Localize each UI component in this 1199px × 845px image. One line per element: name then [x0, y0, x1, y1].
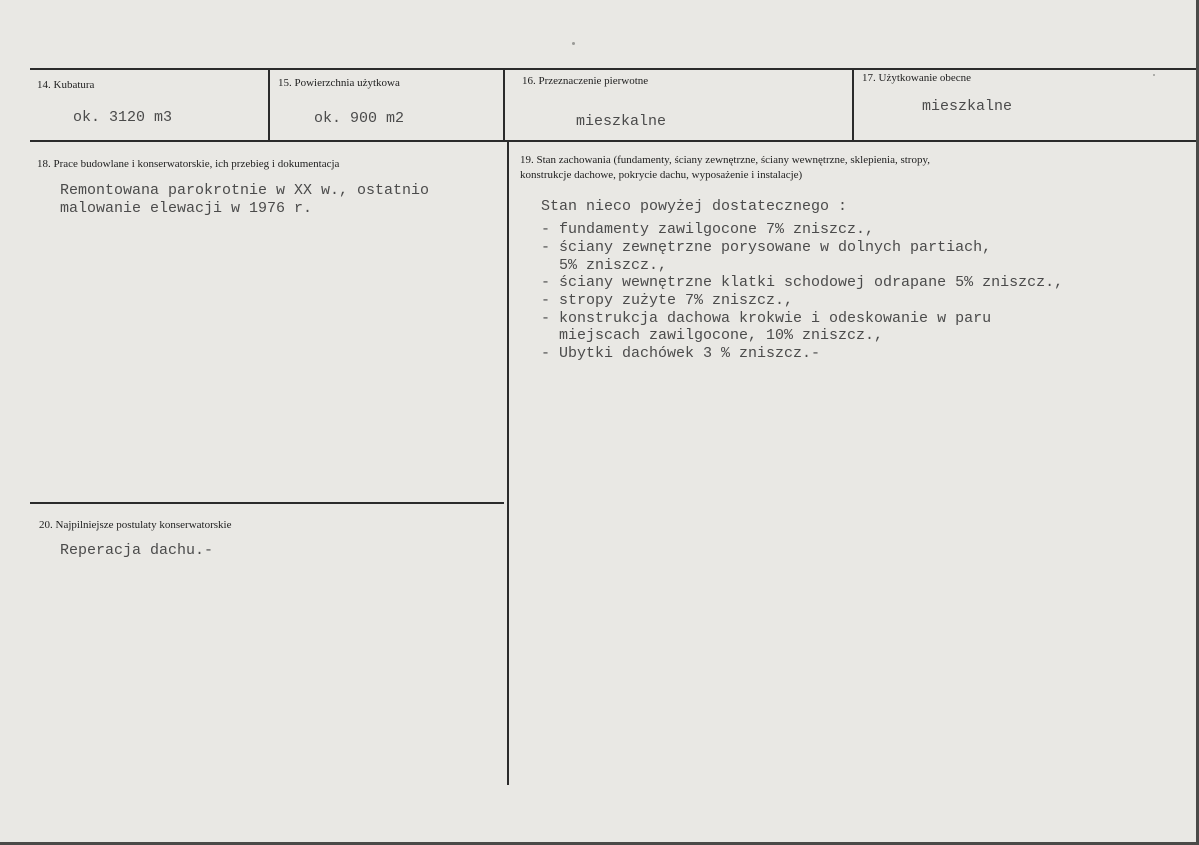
main-column-divider: [507, 142, 509, 785]
field-19-line-1: - fundamenty zawilgocone 7% zniszcz.,: [541, 221, 875, 238]
field-18-line-2: malowanie elewacji w 1976 r.: [60, 200, 313, 217]
divider-15-16: [503, 70, 505, 142]
field-17-value: mieszkalne: [922, 98, 1013, 115]
divider-16-17: [852, 70, 854, 142]
field-16-label: 16. Przeznaczenie pierwotne: [522, 75, 649, 87]
field-17-label: 17. Użytkowanie obecne: [862, 72, 972, 84]
left-column-mid-rule: [30, 502, 504, 504]
field-19-intro: Stan nieco powyżej dostatecznego :: [541, 198, 848, 215]
field-20-label: 20. Najpilniejsze postulaty konserwatorskie: [39, 519, 232, 531]
field-19-line-8: - Ubytki dachówek 3 % zniszcz.-: [541, 345, 821, 362]
field-15-label: 15. Powierzchnia użytkowa: [278, 77, 400, 89]
paper-speck: [572, 42, 575, 45]
field-19-label-line-2: konstrukcje dachowe, pokrycie dachu, wyposażenie i instalacje): [520, 169, 803, 181]
header-row-bottom-rule: [30, 140, 1196, 142]
field-19-line-7: miejscach zawilgocone, 10% zniszcz.,: [541, 327, 884, 344]
field-18-line-1: Remontowana parokrotnie w XX w., ostatnio: [60, 182, 430, 199]
paper-speck: [1153, 74, 1155, 76]
field-19-line-5: - stropy zużyte 7% zniszcz.,: [541, 292, 794, 309]
field-15-value: ok. 900 m2: [314, 110, 405, 127]
field-19-line-3: 5% zniszcz.,: [541, 257, 668, 274]
divider-14-15: [268, 70, 270, 142]
field-16-value: mieszkalne: [576, 113, 667, 130]
top-rule: [30, 68, 1196, 70]
field-19-line-6: - konstrukcja dachowa krokwie i odeskowanie w paru: [541, 310, 992, 327]
field-14-label: 14. Kubatura: [37, 79, 95, 91]
field-19-label-line-1: 19. Stan zachowania (fundamenty, ściany zewnętrzne, ściany wewnętrzne, sklepienia, stropy,: [520, 154, 931, 166]
field-20-value: Reperacja dachu.-: [60, 542, 214, 559]
field-14-value: ok. 3120 m3: [73, 109, 173, 126]
field-19-line-2: - ściany zewnętrzne porysowane w dolnych partiach,: [541, 239, 992, 256]
field-19-line-4: - ściany wewnętrzne klatki schodowej odrapane 5% zniszcz.,: [541, 274, 1064, 291]
field-18-label: 18. Prace budowlane i konserwatorskie, ich przebieg i dokumentacja: [37, 158, 340, 170]
